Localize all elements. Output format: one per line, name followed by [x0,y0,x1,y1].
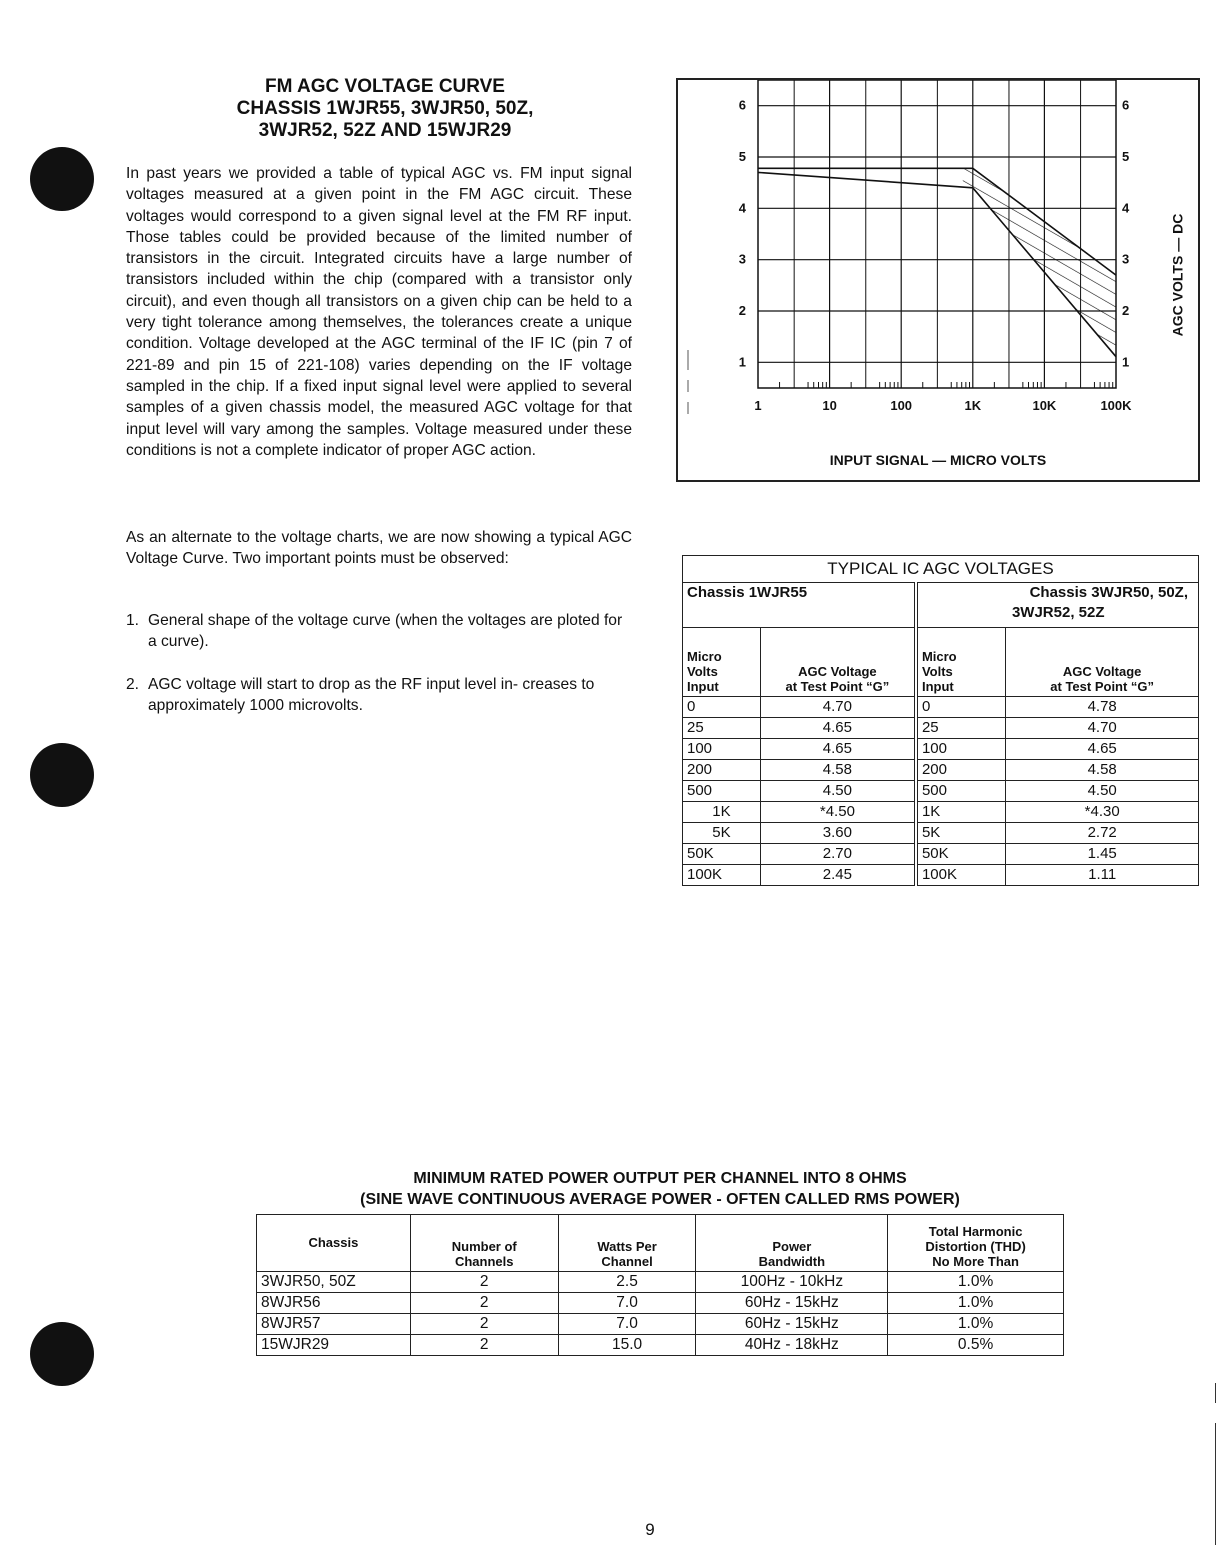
agc-voltage-right-cell: 4.58 [1006,760,1199,781]
page-title [130,76,640,142]
agc-table-row [683,760,1199,781]
agc-voltage-right-cell: 2.72 [1006,823,1199,844]
header-text: Volts [687,664,718,679]
y-tick-label-left: 3 [738,251,746,267]
micro-volts-right-cell: 100K [916,865,1006,886]
header-agc-voltage-right [1006,628,1199,697]
header-text: Micro [921,649,957,664]
power-title-line-2: (SINE WAVE CONTINUOUS AVERAGE POWER - OFTEN CALLED RMS POWER) [360,1191,960,1208]
agc-chart [678,80,1198,480]
y-tick-label-left: 6 [738,97,746,113]
micro-volts-left-cell: 0 [683,697,761,718]
agc-voltage-right-cell: 4.50 [1006,781,1199,802]
agc-voltage-right-cell: 4.65 [1006,739,1199,760]
punch-hole-2 [30,743,94,807]
header-text: Input [687,679,719,694]
power-table-row [257,1314,1064,1335]
agc-voltage-right-cell: 4.70 [1006,718,1199,739]
micro-volts-right-cell: 500 [916,781,1006,802]
micro-volts-right-cell: 200 [916,760,1006,781]
header-chassis [257,1215,411,1272]
agc-voltage-right-cell: 1.45 [1006,844,1199,865]
channels-cell: 2 [410,1272,558,1293]
agc-voltage-left-cell: 2.70 [760,844,916,865]
micro-volts-left-cell: 1K [683,802,761,823]
page-number: 9 [645,1520,655,1539]
agc-table-row [683,844,1199,865]
point-number: 1. [126,612,140,629]
bandwidth-cell: 60Hz - 15kHz [696,1293,888,1314]
agc-table-row [683,802,1199,823]
agc-table-row [683,739,1199,760]
chassis-cell: 15WJR29 [257,1335,411,1356]
point-item-1 [126,610,632,652]
agc-voltage-table [682,555,1199,886]
title-line-3: 3WJR52, 52Z AND 15WJR29 [258,120,512,141]
power-output-table [256,1214,1064,1356]
agc-voltage-left-cell: 4.70 [760,697,916,718]
thd-cell: 1.0% [888,1314,1064,1335]
y-tick-label-right: 6 [1122,97,1130,113]
header-text: Channels [454,1254,514,1269]
title-line-2: CHASSIS 1WJR55, 3WJR50, 50Z, [236,98,534,119]
chassis-cell: 8WJR57 [257,1314,411,1335]
x-tick-label: 100 [890,398,913,413]
header-text: Watts Per [597,1239,657,1254]
alternate-paragraph: As an alternate to the voltage charts, we are now showing a typical AGC Voltage Curve. Two important points must be observed: [126,529,632,567]
micro-volts-left-cell: 50K [683,844,761,865]
header-text: AGC Voltage [798,664,877,679]
thd-cell: 0.5% [888,1335,1064,1356]
power-table-row [257,1335,1064,1356]
right-chassis-label [916,583,1199,628]
header-text: Distortion (THD) [925,1239,1026,1254]
channels-cell: 2 [410,1293,558,1314]
power-table-row [257,1293,1064,1314]
agc-voltage-left-cell: 2.45 [760,865,916,886]
title-line-1: FM AGC VOLTAGE CURVE [265,76,505,97]
header-text: AGC Voltage [1062,664,1142,679]
y-axis-title [1168,190,1190,360]
thd-cell: 1.0% [888,1293,1064,1314]
y-tick-label-left: 4 [738,200,746,216]
chassis-cell: 8WJR56 [257,1293,411,1314]
watts-cell: 15.0 [558,1335,696,1356]
agc-voltage-left-cell: 3.60 [760,823,916,844]
header-thd [888,1215,1064,1272]
micro-volts-right-cell: 100 [916,739,1006,760]
watts-cell: 2.5 [558,1272,696,1293]
micro-volts-left-cell: 100 [683,739,761,760]
header-agc-voltage-left [760,628,916,697]
agc-voltage-left-cell: *4.50 [760,802,916,823]
scan-edge-mark [1215,1383,1216,1403]
point-number: 2. [126,676,140,693]
header-text: Input [921,679,954,694]
micro-volts-right-cell: 1K [916,802,1006,823]
right-chassis-line-1: Chassis 3WJR50, 50Z, [1029,584,1188,601]
agc-table-row [683,781,1199,802]
header-text: Chassis [308,1234,359,1250]
agc-voltage-right-cell: *4.30 [1006,802,1199,823]
agc-voltage-left-cell: 4.58 [760,760,916,781]
x-tick-label: 10 [822,398,837,413]
header-micro-volts-right [916,628,1006,697]
bandwidth-cell: 60Hz - 15kHz [696,1314,888,1335]
header-text: Volts [921,664,953,679]
agc-table-row [683,697,1199,718]
punch-hole-3 [30,1322,94,1386]
point-item-2 [126,674,632,716]
channels-cell: 2 [410,1335,558,1356]
x-tick-label: 1 [754,398,762,413]
watts-cell: 7.0 [558,1293,696,1314]
micro-volts-right-cell: 0 [916,697,1006,718]
y-tick-label-left: 2 [738,303,746,318]
agc-voltage-left-cell: 4.65 [760,739,916,760]
scan-edge-mark [1215,1423,1216,1545]
header-text: Micro [687,649,722,664]
point-text: AGC voltage will start to drop as the RF input level in- creases to approximately 1000 microvolts. [148,676,595,714]
watts-cell: 7.0 [558,1314,696,1335]
micro-volts-left-cell: 100K [683,865,761,886]
agc-voltage-right-cell: 1.11 [1006,865,1199,886]
y-tick-label-right: 1 [1122,354,1130,370]
micro-volts-right-cell: 25 [916,718,1006,739]
header-text: Channel [601,1254,653,1269]
agc-table-row [683,865,1199,886]
thd-cell: 1.0% [888,1272,1064,1293]
header-text: at Test Point “G” [1050,679,1155,694]
intro-paragraph: In past years we provided a table of typical AGC vs. FM input signal voltages measured at a given point in the FM AGC circuit. These voltages would correspond to a given signal level at the FM RF input. Those tables could be provided because of the limited number of transistors in the circuit. Integrated circuits have a large number of transistors included within the chip (compared with a transistor only circuit), and even though all transistors on a given chip can be held to a very tight tolerance among themselves, the tolerances create a unique condition. Voltage developed at the AGC terminal of the IF IC (pin 7 of 221-89 and pin 15 of 221-108) varies depending on the IF voltage sampled in the chip. If a fixed input signal level were applied to several samples of a given chassis model, the measured AGC voltage for that input level will vary among the samples. Voltage measured under these conditions is not a complete indicator of proper AGC action. [126,165,632,459]
left-chassis-label: Chassis 1WJR55 [683,583,916,628]
y-axis-label: AGC VOLTS — DC [1169,213,1186,337]
header-micro-volts-left [683,628,761,697]
bandwidth-cell: 40Hz - 18kHz [696,1335,888,1356]
micro-volts-right-cell: 50K [916,844,1006,865]
agc-chart-frame [676,78,1200,482]
header-watts [558,1215,696,1272]
y-tick-label-right: 4 [1122,200,1130,216]
chassis-cell: 3WJR50, 50Z [257,1272,411,1293]
header-text: Bandwidth [758,1254,826,1269]
x-tick-label: 100K [1100,398,1132,413]
micro-volts-left-cell: 500 [683,781,761,802]
agc-voltage-left-cell: 4.65 [760,718,916,739]
micro-volts-left-cell: 5K [683,823,761,844]
header-text: Number of [451,1239,517,1254]
punch-hole-1 [30,147,94,211]
y-tick-label-left: 1 [738,354,746,370]
y-tick-label-right: 5 [1122,149,1130,164]
header-channels [410,1215,558,1272]
header-text: at Test Point “G” [785,679,890,694]
power-table-title [255,1168,1065,1210]
header-text: Power [772,1239,812,1254]
micro-volts-right-cell: 5K [916,823,1006,844]
power-table-row [257,1272,1064,1293]
power-title-line-1: MINIMUM RATED POWER OUTPUT PER CHANNEL INTO 8 OHMS [413,1170,907,1187]
agc-table-row [683,823,1199,844]
header-text: Total Harmonic [928,1224,1023,1239]
x-tick-label: 1K [964,398,982,413]
right-chassis-line-2: 3WJR52, 52Z [1011,604,1105,621]
agc-table-row [683,718,1199,739]
micro-volts-left-cell: 200 [683,760,761,781]
header-bandwidth [696,1215,888,1272]
agc-voltage-left-cell: 4.50 [760,781,916,802]
y-tick-label-left: 5 [738,149,746,164]
micro-volts-left-cell: 25 [683,718,761,739]
y-tick-label-right: 2 [1122,303,1130,318]
header-text: No More Than [932,1254,1019,1269]
bandwidth-cell: 100Hz - 10kHz [696,1272,888,1293]
x-axis-label: INPUT SIGNAL — MICRO VOLTS [829,452,1047,468]
channels-cell: 2 [410,1314,558,1335]
x-tick-label: 10K [1032,398,1057,413]
y-tick-label-right: 3 [1122,251,1130,267]
agc-table-caption: TYPICAL IC AGC VOLTAGES [683,556,1199,583]
agc-voltage-right-cell: 4.78 [1006,697,1199,718]
point-text: General shape of the voltage curve (when the voltages are ploted for a curve). [148,612,623,650]
